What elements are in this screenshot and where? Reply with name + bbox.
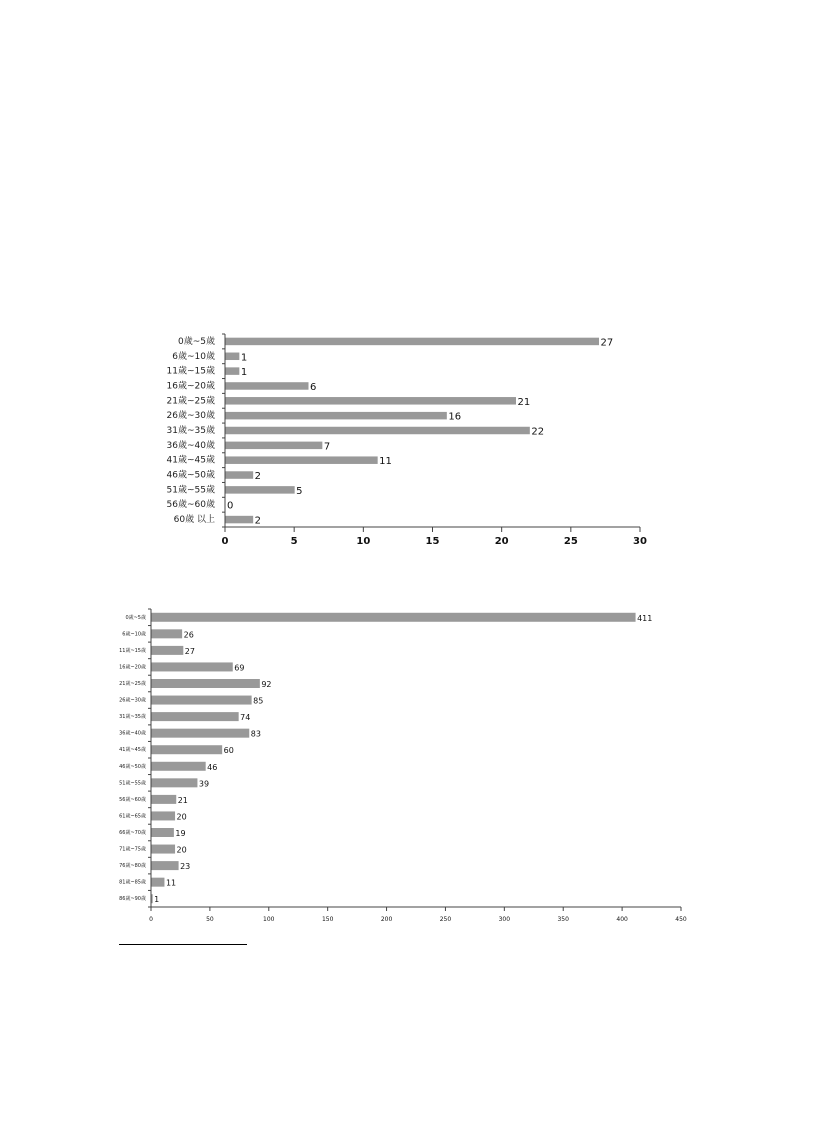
bar: [226, 516, 254, 524]
data-label: 2: [254, 515, 262, 527]
x-tick-label: 15: [425, 536, 440, 547]
category-label: 26歲~30歲: [119, 697, 146, 704]
data-label: 60: [223, 746, 234, 756]
data-label: 1: [240, 367, 248, 379]
x-tick-label: 350: [557, 916, 569, 923]
bar: [152, 745, 223, 754]
data-label: 92: [261, 680, 272, 689]
data-label: 2: [254, 471, 262, 483]
bar: [226, 353, 240, 361]
data-label: 27: [184, 646, 195, 656]
x-tick-label: 10: [356, 536, 371, 547]
data-label: 19: [175, 829, 186, 838]
x-tick-label: 200: [380, 916, 393, 923]
bar: [152, 828, 174, 837]
x-tick-label: 250: [439, 916, 452, 923]
bar: [152, 613, 636, 622]
data-label: 21: [177, 795, 188, 805]
footnote-separator: [119, 944, 247, 945]
category-label: 61歲~65歲: [119, 813, 146, 820]
x-tick-label: 100: [263, 916, 275, 923]
category-label: 16歲~20歲: [166, 381, 215, 392]
category-label: 31歲~35歲: [166, 426, 215, 436]
data-label: 5: [296, 485, 303, 497]
data-label: 20: [176, 812, 187, 822]
bar: [152, 795, 177, 804]
category-label: 6歲~10歲: [122, 631, 146, 638]
category-label: 76歲~80歲: [119, 863, 146, 870]
category-label: 26歲~30歲: [166, 411, 215, 422]
category-label: 41歲~45歲: [166, 455, 215, 466]
category-label: 86歲~90歲: [119, 896, 146, 903]
bar: [226, 412, 447, 420]
bar: [226, 442, 323, 450]
x-tick-label: 5: [290, 536, 298, 547]
category-label: 11歲~15歲: [166, 366, 215, 377]
data-label: 27: [600, 337, 614, 349]
bar: [152, 729, 250, 738]
data-label: 6: [310, 381, 317, 393]
data-label: 20: [176, 845, 187, 855]
data-label: 26: [183, 630, 194, 640]
category-label: 6歲~10歲: [172, 351, 215, 362]
x-tick-label: 300: [498, 916, 511, 923]
category-label: 41歲~45歲: [119, 747, 146, 754]
data-label: 46: [207, 762, 218, 772]
category-label: 66歲~70歲: [119, 830, 146, 836]
data-label: 23: [180, 862, 191, 872]
bar: [152, 845, 176, 854]
bar: [226, 397, 517, 405]
data-label: 0: [227, 500, 234, 512]
category-label: 36歲~40歲: [119, 730, 146, 737]
category-label: 11歲~15歲: [119, 647, 146, 654]
category-label: 21歲~25歲: [166, 396, 215, 407]
data-label: 21: [517, 396, 531, 408]
bar: [226, 367, 240, 375]
bar: [226, 338, 600, 346]
data-label: 83: [250, 729, 261, 739]
bar: [226, 427, 530, 435]
data-label: 1: [154, 895, 160, 905]
category-label: 60歲 以上: [173, 515, 215, 526]
category-label: 0歲~5歲: [125, 614, 146, 621]
bar: [152, 811, 176, 820]
data-label: 7: [323, 441, 331, 453]
category-label: 81歲~85歲: [119, 879, 146, 886]
data-label: 74: [240, 713, 251, 723]
bar: [226, 456, 378, 464]
x-tick-label: 50: [206, 916, 214, 923]
bar: [152, 629, 183, 638]
data-label: 16: [448, 411, 462, 423]
category-label: 46歲~50歲: [119, 763, 146, 770]
x-tick-label: 400: [616, 916, 628, 923]
x-tick-label: 0: [149, 916, 153, 923]
bar: [152, 712, 239, 721]
data-label: 85: [253, 696, 264, 706]
category-label: 51歲~55歲: [166, 485, 215, 496]
bar: [152, 778, 198, 787]
bar: [152, 861, 179, 870]
bar: [152, 646, 184, 655]
category-label: 0歲~5歲: [178, 336, 215, 347]
category-label: 36歲~40歲: [166, 440, 215, 451]
x-tick-label: 30: [633, 536, 647, 547]
bar: [152, 878, 165, 887]
x-tick-label: 450: [675, 916, 687, 923]
bar: [226, 471, 254, 479]
bar: [226, 382, 309, 390]
x-tick-label: 0: [221, 536, 229, 547]
x-tick-label: 25: [563, 536, 578, 547]
bar: [152, 662, 233, 671]
data-label: 411: [637, 613, 653, 623]
bar: [152, 894, 153, 903]
data-label: 11: [165, 878, 177, 888]
data-label: 69: [234, 663, 245, 673]
age-distribution-chart-2: [119, 609, 687, 923]
age-distribution-chart-1: [167, 334, 647, 547]
category-label: 46歲~50歲: [166, 470, 215, 481]
data-label: 22: [531, 426, 545, 438]
bar: [226, 486, 295, 494]
x-tick-label: 150: [321, 916, 334, 923]
data-label: 39: [198, 779, 210, 789]
category-label: 21歲~25歲: [119, 681, 146, 687]
bar: [152, 762, 206, 771]
x-tick-label: 20: [494, 536, 509, 547]
category-label: 56歲~60歲: [119, 796, 146, 803]
category-label: 56歲~60歲: [166, 500, 215, 511]
category-label: 31歲~35歲: [119, 714, 146, 721]
category-label: 71歲~75歲: [119, 846, 146, 853]
category-label: 51歲~55歲: [119, 780, 146, 787]
data-label: 1: [240, 352, 248, 364]
bar: [152, 679, 260, 688]
category-label: 16歲~20歲: [119, 664, 146, 671]
data-label: 11: [379, 456, 392, 468]
bar: [152, 696, 252, 705]
